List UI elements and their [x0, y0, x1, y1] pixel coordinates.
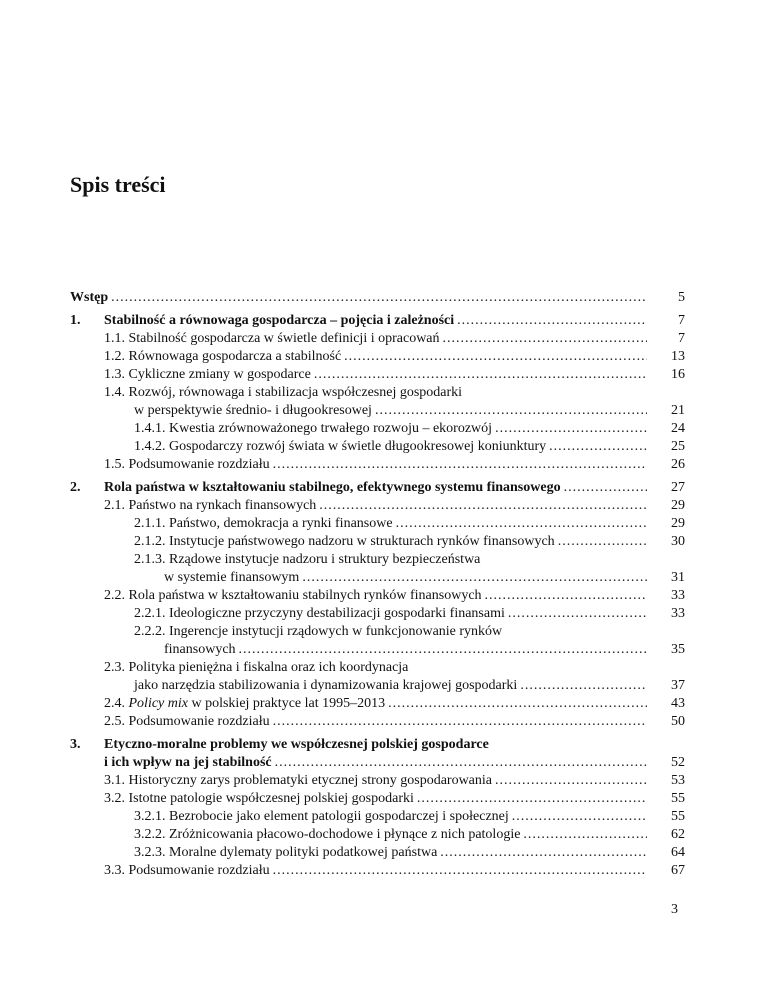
entry-title: w systemie finansowym: [164, 570, 300, 585]
toc-entry: [70, 289, 685, 307]
entry-title: 3.2.3. Moralne dylematy polityki podatkowej państwa: [134, 845, 438, 860]
page-number: 52: [671, 755, 685, 770]
dot-leader: [314, 366, 647, 384]
toc-entry: [70, 366, 685, 384]
entry-title: jako narzędzia stabilizowania i dynamizowania krajowej gospodarki: [134, 678, 518, 693]
entry-title: finansowych: [164, 642, 236, 657]
page-number: 33: [671, 606, 685, 621]
page-number: 27: [671, 480, 685, 495]
page-number: 29: [671, 498, 685, 513]
entry-title: 1.4. Rozwój, równowaga i stabilizacja współczesnej gospodarki: [104, 385, 463, 400]
toc-entry: [70, 862, 685, 880]
toc-entry: [70, 533, 685, 551]
toc-entry: [70, 569, 685, 587]
dot-leader: [388, 695, 647, 713]
page-number: 64: [671, 845, 685, 860]
dot-leader: [375, 402, 647, 420]
toc-entry: [70, 736, 685, 754]
toc-entry: [70, 844, 685, 862]
entry-title: i ich wpływ na jej stabilność: [104, 755, 272, 770]
entry-title: Wstęp: [70, 290, 109, 305]
toc-entry: [70, 438, 685, 456]
page-number: 30: [671, 534, 685, 549]
page-number: 55: [671, 791, 685, 806]
page-number: 26: [671, 457, 685, 472]
entry-title: 2.2.1. Ideologiczne przyczyny destabilizacji gospodarki finansami: [134, 606, 505, 621]
page-number: 29: [671, 516, 685, 531]
page-number: 21: [671, 403, 685, 418]
page-number: 25: [671, 439, 685, 454]
toc-entry: [70, 479, 685, 497]
entry-title: 2.1.1. Państwo, demokracja a rynki finansowe: [134, 516, 393, 531]
dot-leader: [485, 587, 647, 605]
page-number: 33: [671, 588, 685, 603]
page-title: Spis treści: [70, 172, 166, 197]
dot-leader: [239, 641, 647, 659]
entry-title: 1.1. Stabilność gospodarcza w świetle definicji i opracowań: [104, 331, 440, 346]
dot-leader: [302, 569, 647, 587]
toc-entry: [70, 808, 685, 826]
entry-title: 2.1.3. Rządowe instytucje nadzoru i struktury bezpieczeństwa: [134, 552, 481, 567]
toc-entry: [70, 790, 685, 808]
dot-leader: [273, 456, 647, 474]
page-number: 7: [678, 313, 685, 328]
dot-leader: [273, 713, 647, 731]
entry-title: 1.3. Cykliczne zmiany w gospodarce: [104, 367, 311, 382]
entry-title: w perspektywie średnio- i długookresowej: [134, 403, 372, 418]
dot-leader: [508, 605, 647, 623]
toc-entry: [70, 384, 685, 402]
page-number: 31: [671, 570, 685, 585]
page-number: 24: [671, 421, 685, 436]
toc-entry: [70, 587, 685, 605]
entry-title: 1.4.2. Gospodarczy rozwój świata w świetle długookresowej koniunktury: [134, 439, 547, 454]
page-number: 50: [671, 714, 685, 729]
toc-entry: [70, 515, 685, 533]
entry-title: 2.1.2. Instytucje państwowego nadzoru w strukturach rynków finansowych: [134, 534, 555, 549]
dot-leader: [319, 497, 647, 515]
entry-title: 3.3. Podsumowanie rozdziału: [104, 863, 270, 878]
entry-title: Rola państwa w kształtowaniu stabilnego, efektywnego systemu finansowego: [104, 480, 561, 495]
dot-leader: [396, 515, 647, 533]
toc-entry: [70, 826, 685, 844]
chapter-number: 2.: [70, 480, 81, 495]
entry-title: 3.1. Historyczny zarys problematyki etycznej strony gospodarowania: [104, 773, 493, 788]
dot-leader: [443, 330, 647, 348]
dot-leader: [564, 479, 647, 497]
dot-leader: [273, 862, 647, 880]
dot-leader: [495, 772, 647, 790]
toc-entry: [70, 695, 685, 713]
toc-entry: [70, 330, 685, 348]
page-number: 37: [671, 678, 685, 693]
dot-leader: [457, 312, 647, 330]
chapter-number: 1.: [70, 313, 81, 328]
toc-entry: [70, 641, 685, 659]
toc-entry: [70, 348, 685, 366]
toc-entry: [70, 754, 685, 772]
toc-entry: [70, 402, 685, 420]
dot-leader: [440, 844, 647, 862]
toc-entry: [70, 713, 685, 731]
toc-entry: [70, 420, 685, 438]
chapter-number: 3.: [70, 737, 81, 752]
dot-leader: [520, 677, 647, 695]
toc-entry: [70, 605, 685, 623]
dot-leader: [275, 754, 647, 772]
dot-leader: [523, 826, 647, 844]
toc-entry: [70, 497, 685, 515]
entry-title: 1.5. Podsumowanie rozdziału: [104, 457, 270, 472]
dot-leader: [344, 348, 647, 366]
dot-leader: [558, 533, 647, 551]
entry-title: 3.2.2. Zróżnicowania płacowo-dochodowe i płynące z nich patologie: [134, 827, 521, 842]
dot-leader: [495, 420, 647, 438]
page-number: 53: [671, 773, 685, 788]
entry-title: 2.3. Polityka pieniężna i fiskalna oraz ich koordynacja: [104, 660, 409, 675]
folio: 3: [671, 902, 678, 917]
entry-title: 2.2.2. Ingerencje instytucji rządowych w funkcjonowanie rynków: [134, 624, 503, 639]
page-number: 5: [678, 290, 685, 305]
dot-leader: [417, 790, 647, 808]
page-number: 55: [671, 809, 685, 824]
entry-title: 2.5. Podsumowanie rozdziału: [104, 714, 270, 729]
page-number: 43: [671, 696, 685, 711]
page-number: 35: [671, 642, 685, 657]
entry-title: 3.2. Istotne patologie współczesnej polskiej gospodarki: [104, 791, 414, 806]
page-number: 67: [671, 863, 685, 878]
entry-title: 1.4.1. Kwestia zrównoważonego trwałego rozwoju – ekorozwój: [134, 421, 493, 436]
toc-entry: [70, 623, 685, 641]
toc-entry: [70, 659, 685, 677]
page-number: 16: [671, 367, 685, 382]
toc-entry: [70, 551, 685, 569]
page-number: 62: [671, 827, 685, 842]
entry-title: 2.1. Państwo na rynkach finansowych: [104, 498, 317, 513]
toc-entry: [70, 677, 685, 695]
dot-leader: [111, 289, 647, 307]
toc-entry: [70, 456, 685, 474]
entry-title: 1.2. Równowaga gospodarcza a stabilność: [104, 349, 342, 364]
toc-entry: [70, 772, 685, 790]
entry-title: Stabilność a równowaga gospodarcza – pojęcia i zależności: [104, 313, 455, 328]
entry-title: 2.4. Policy mix w polskiej praktyce lat 1995–2013: [104, 696, 386, 711]
entry-title: 3.2.1. Bezrobocie jako element patologii gospodarczej i społecznej: [134, 809, 509, 824]
page-number: 13: [671, 349, 685, 364]
dot-leader: [549, 438, 647, 456]
entry-title: Etyczno-moralne problemy we współczesnej polskiej gospodarce: [104, 737, 489, 752]
dot-leader: [512, 808, 647, 826]
toc-entry: [70, 312, 685, 330]
entry-title: 2.2. Rola państwa w kształtowaniu stabilnych rynków finansowych: [104, 588, 482, 603]
page-number: 7: [678, 331, 685, 346]
